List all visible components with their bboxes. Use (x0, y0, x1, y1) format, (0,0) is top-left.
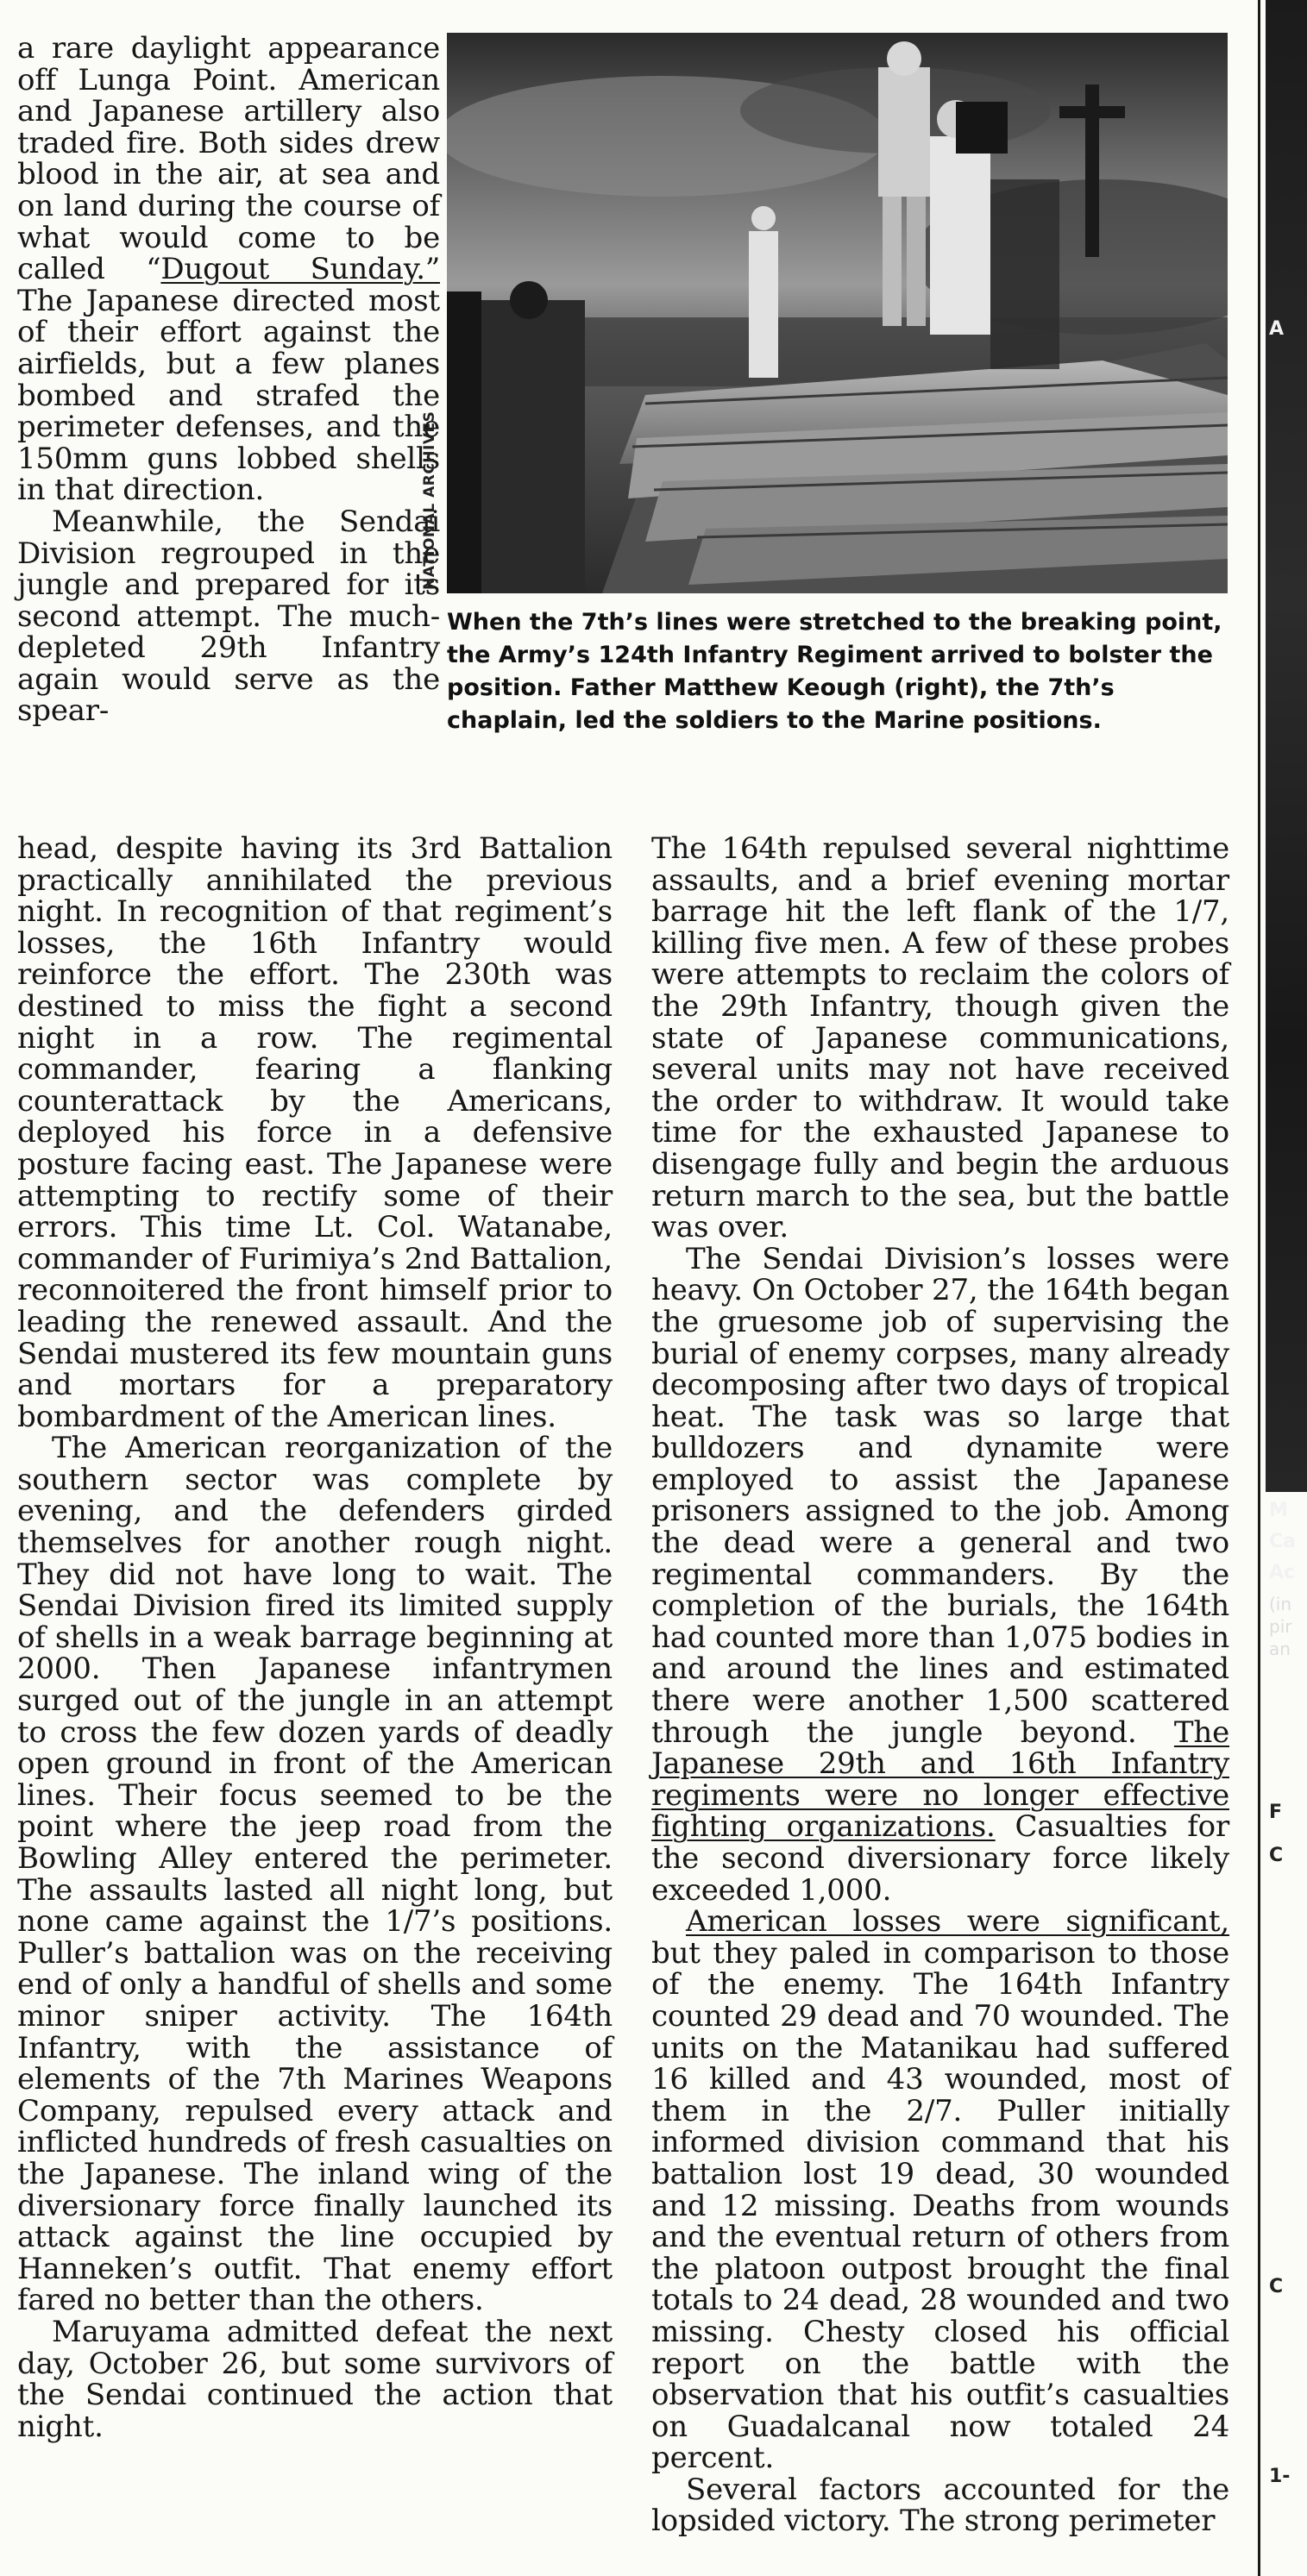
underlined-phrase: The Japanese 29th and 16th Infantry regiments were no longer effective fighting organizations. (651, 1714, 1229, 1845)
text-run: The Japanese directed most of their effort against the airfields, but a few planes bombed and strafed the perimeter defenses, and the 150mm guns lobbed shells in that direction. (17, 283, 440, 508)
paragraph-sendai-losses (651, 1241, 1229, 1908)
paragraph-maruyama: Maruyama admitted defeat the next day, October 26, but some survivors of the Sendai continued the action that night. (17, 2314, 613, 2444)
photo-illustration (447, 33, 1228, 593)
paragraph-meanwhile: Meanwhile, the Sendai Division regrouped in the jungle and prepared for its second attempt. The much-depleted 29th Infantry again would serve as the spear- (17, 504, 440, 729)
margin-fragment: an (1269, 1639, 1291, 1659)
paragraph-several-factors: Several factors accounted for the lopsided victory. The strong perimeter (651, 2472, 1229, 2539)
adjacent-page-edge (1258, 0, 1307, 2576)
paragraph-dugout-sunday (17, 33, 440, 506)
text-run: Casualties for the second diversionary force likely exceeded 1,000. (651, 1809, 1229, 1908)
paragraph-american-reorganization: The American reorganization of the southern sector was complete by evening, and the defenders girded themselves for another rough night. They did not have long to wait. The Sendai Division fired its limited supply of shells in a weak barrage beginning at 2000. Then Japanese infantrymen surged out of the jungle in an attempt to cross the few dozen yards of deadly open ground in front of the American lines. Their focus seemed to be the point where the jeep road from the Bowling Alley entered the perimeter. The assaults lasted all night long, but none came against the 1/7’s positions. Puller’s battalion was on the receiving end of only a handful of shells and some minor sniper activity. The 164th Infantry, with the assistance of elements of the 7th Marines Weapons Company, repulsed every attack and inflicted hundreds of fresh casualties on the Japanese. The inland wing of the diversionary force finally launched its attack against the line occupied by Hanneken’s outfit. That enemy effort fared no better than the others. (17, 1431, 613, 2318)
paragraph-164th-repulsed: The 164th repulsed several nighttime assaults, and a brief evening mortar barrage hit the left flank of the 1/7, killing five men. A few of these probes were attempts to reclaim the colors of the 29th Infantry, though given the state of Japanese communications, several units may not have received the order to withdraw. It would take time for the exhausted Japanese to disengage fully and begin the arduous return march to the sea, but the battle was over. (651, 831, 1229, 1245)
margin-fragment: (in (1269, 1594, 1292, 1614)
underlined-phrase: American losses were significant, (686, 1904, 1229, 1940)
margin-fragment: F (1269, 1802, 1283, 1823)
text-run: but they paled in comparison to those of the enemy. The 164th Infantry counted 29 dead and 70 wounded. The units on the Matanikau had suffered 16 killed and 43 wounded, most of them in the 2/7. Puller initially informed division command that his battalion lost 19 dead, 30 wounded and 12 missing. Deaths from wounds and the eventual return of others from the platoon outpost brought the final totals to 24 dead, 28 wounded and two missing. Chesty closed his official report on the battle with the observation that his outfit’s casualties on Guadalcanal now totaled 24 percent. (651, 1935, 1229, 2476)
top-left-column (17, 33, 440, 727)
lower-left-column (17, 833, 613, 2442)
photo-credit: NATIONAL ARCHIVES (421, 411, 438, 590)
margin-fragment: Ac (1269, 1562, 1296, 1583)
margin-fragment: 1- (1269, 2466, 1291, 2487)
text-run: The Sendai Division’s losses were heavy. On October 27, the 164th began the gruesome job of supervising the burial of enemy corpses, many already decomposing after two days of tropical heat. The task was so large that bulldozers and dynamite were employed to assist the Japanese prisoners assigned to the job. Among the dead were a general and two regimental commanders. By the completion of the burials, the 164th had counted more than 1,075 bodies in and around the lines and estimated there were another 1,500 scattered through the jungle beyond. (651, 1241, 1229, 1750)
margin-fragment: C (1269, 2276, 1284, 2297)
photo-caption: When the 7th’s lines were stretched to the breaking point, the Army’s 124th Infantry Regiment arrived to bolster the position. Father Matthew Keough (right), the 7th’s chaplain, led the soldiers to the Marine positions. (447, 609, 1222, 734)
margin-fragment: A (1269, 318, 1285, 340)
adjacent-page-dark-panel (1266, 0, 1307, 1492)
margin-fragment: pir (1269, 1616, 1292, 1637)
lower-right-column (651, 833, 1229, 2537)
paragraph-spearhead: head, despite having its 3rd Battalion practically annihilated the previous night. In recognition of that regiment’s losses, the 16th Infantry would reinforce the effort. The 230th was destined to miss the fight a second night in a row. The regimental commander, fearing a flanking counterattack by the Americans, deployed his force in a defensive posture facing east. The Japanese were attempting to rectify some of their errors. This time Lt. Col. Watanabe, commander of Furimiya’s 2nd Battalion, reconnoitered the front himself prior to leading the renewed assault. And the Sendai mustered its few mountain guns and mortars for a preparatory bombardment of the American lines. (17, 831, 613, 1434)
margin-fragment: Ca (1269, 1531, 1296, 1552)
text-run: a rare daylight appearance off Lunga Point. American and Japanese artillery also traded fire. Both sides drew blood in the air, at sea and on land during the course of what would come to be called “ (17, 31, 440, 287)
margin-fragment: C (1269, 1845, 1284, 1866)
margin-fragment: M (1269, 1500, 1288, 1521)
archival-photograph (447, 33, 1228, 593)
underlined-phrase: Dugout Sunday.” (160, 252, 440, 287)
paragraph-american-losses (651, 1906, 1229, 2474)
